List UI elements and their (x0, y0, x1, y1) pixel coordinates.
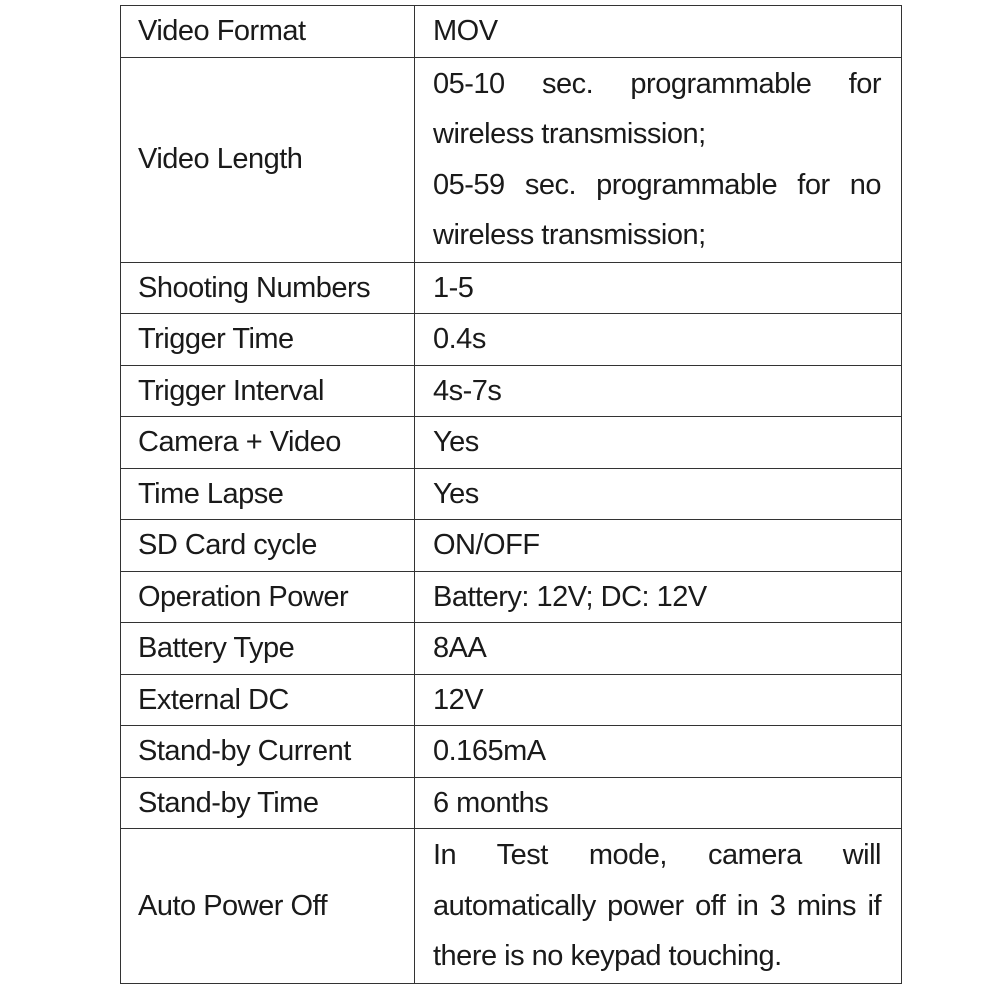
spec-label: Operation Power (121, 571, 415, 623)
spec-value: Battery: 12V; DC: 12V (415, 571, 902, 623)
spec-value: In Test mode, camera will automatically power off in 3 mins if there is no keypad touching. (415, 829, 902, 984)
table-row (121, 6, 902, 58)
spec-label: External DC (121, 674, 415, 726)
spec-label: Shooting Numbers (121, 262, 415, 314)
spec-label: Battery Type (121, 623, 415, 675)
table-row (121, 314, 902, 366)
table-row (121, 777, 902, 829)
table-row (121, 365, 902, 417)
table-row (121, 520, 902, 572)
spec-value-line: 05-10 sec. programmable for wireless transmission; (433, 67, 881, 150)
spec-value-line: 05-59 sec. programmable for no wireless transmission; (433, 168, 881, 251)
spec-label: Time Lapse (121, 468, 415, 520)
table-row (121, 571, 902, 623)
table-row (121, 57, 902, 262)
spec-value (415, 57, 902, 262)
spec-value: Yes (415, 417, 902, 469)
table-row (121, 468, 902, 520)
spec-label: Trigger Time (121, 314, 415, 366)
spec-value: 0.4s (415, 314, 902, 366)
table-row (121, 674, 902, 726)
spec-label: Trigger Interval (121, 365, 415, 417)
table-row (121, 262, 902, 314)
spec-value: 4s-7s (415, 365, 902, 417)
table-row (121, 726, 902, 778)
spec-label: SD Card cycle (121, 520, 415, 572)
spec-label: Video Length (121, 57, 415, 262)
spec-value: MOV (415, 6, 902, 58)
spec-table (120, 5, 902, 984)
table-row (121, 829, 902, 984)
spec-label: Camera + Video (121, 417, 415, 469)
spec-value: 8AA (415, 623, 902, 675)
spec-label: Auto Power Off (121, 829, 415, 984)
table-row (121, 417, 902, 469)
spec-label: Stand-by Time (121, 777, 415, 829)
spec-value: 0.165mA (415, 726, 902, 778)
spec-value: ON/OFF (415, 520, 902, 572)
spec-label: Video Format (121, 6, 415, 58)
spec-label: Stand-by Current (121, 726, 415, 778)
spec-value: 6 months (415, 777, 902, 829)
spec-value: 1-5 (415, 262, 902, 314)
table-row (121, 623, 902, 675)
spec-value: 12V (415, 674, 902, 726)
spec-value: Yes (415, 468, 902, 520)
